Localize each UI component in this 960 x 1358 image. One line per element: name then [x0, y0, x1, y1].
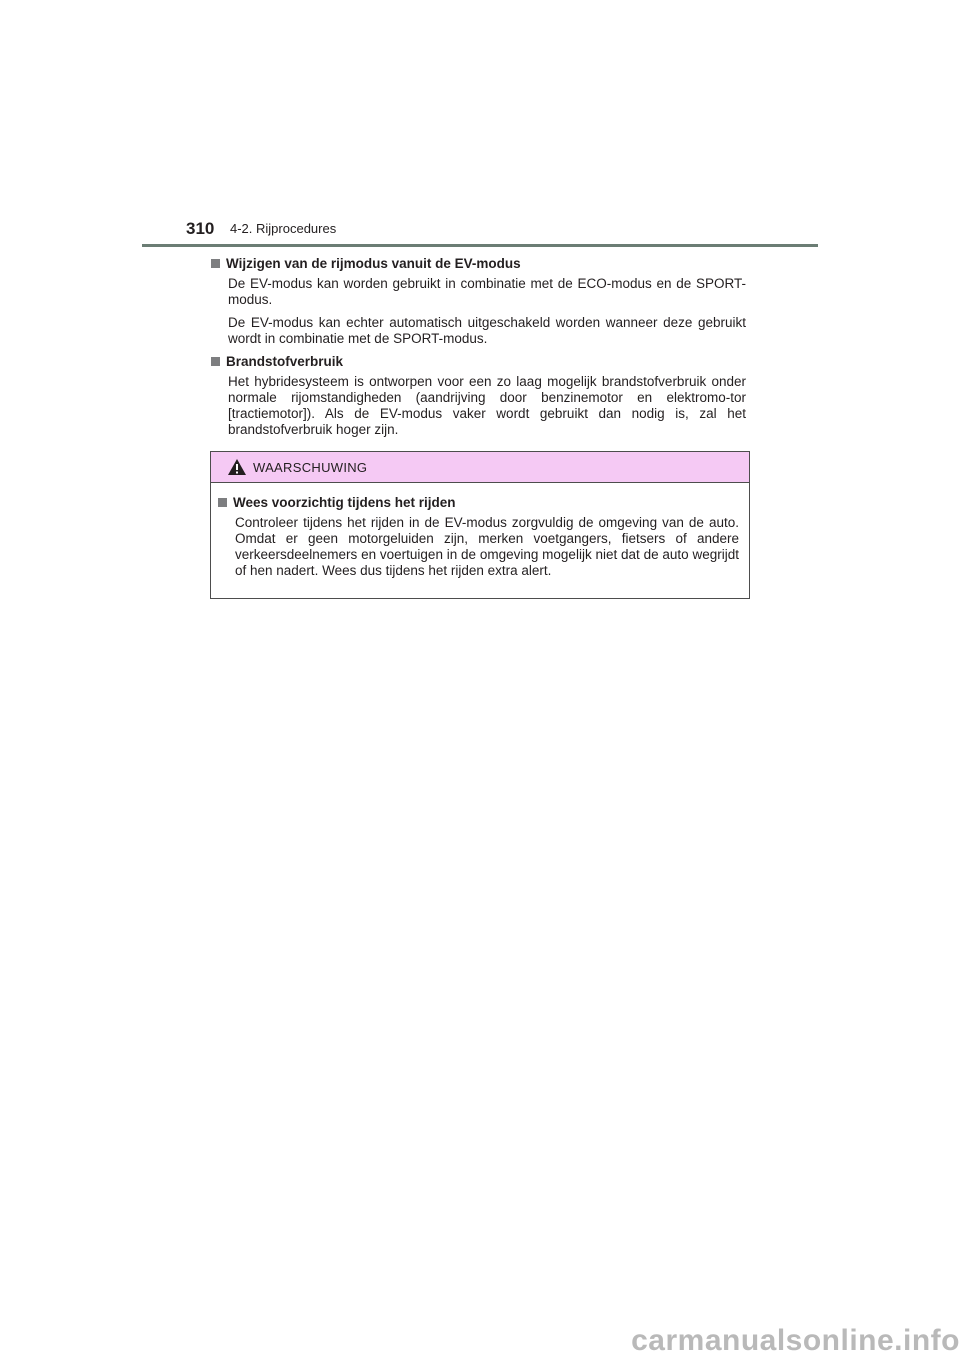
paragraph: De EV-modus kan worden gebruikt in combinatie met de ECO-modus en de SPORT-modus.: [228, 276, 746, 307]
paragraph: Het hybridesysteem is ontworpen voor een zo laag mogelijk brandstofverbruik onder normale rijomstandigheden (aandrijving door benzinemotor en elektromo-tor [tractiemotor]). Als de EV-modus vaker wordt gebruikt dan nodig is, zal het brandstofverbruik hoger zijn.: [228, 374, 746, 437]
section-heading-text: Wijzigen van de rijmodus vanuit de EV-modus: [226, 256, 521, 271]
watermark-logo[interactable]: carmanualsonline.info: [631, 1324, 960, 1357]
section-heading-text: Brandstofverbruik: [226, 354, 344, 369]
square-bullet-icon: [211, 259, 220, 268]
square-bullet-icon: [211, 357, 220, 366]
warning-text: Controleer tijdens het rijden in de EV-modus zorgvuldig de omgeving van de auto. Omdat er geen motorgeluiden zijn, merken voetgangers, fietsers of andere verkeersdeelnemers en voertuigen in de omgeving mogelijk niet dat de auto wegrijdt of hen nadert. Wees dus tijdens het rijden extra alert.: [235, 515, 739, 578]
warning-body: [211, 483, 749, 579]
main-content: [210, 256, 746, 445]
section-heading: [210, 256, 746, 272]
warning-triangle-icon: [227, 458, 247, 476]
page-number: 310: [186, 219, 215, 238]
square-bullet-icon: [218, 498, 227, 507]
section-title: 4-2. Rijprocedures: [230, 221, 337, 236]
header-divider: [142, 244, 818, 247]
warning-title: WAARSCHUWING: [253, 460, 368, 475]
paragraph: De EV-modus kan echter automatisch uitgeschakeld worden wanneer deze gebruikt wordt in combinatie met de SPORT-modus.: [228, 315, 746, 346]
warning-header: [211, 452, 749, 483]
warning-box: [210, 451, 750, 599]
warning-heading-text: Wees voorzichtig tijdens het rijden: [233, 495, 456, 510]
warning-heading: [217, 495, 741, 511]
section-heading: [210, 354, 746, 370]
